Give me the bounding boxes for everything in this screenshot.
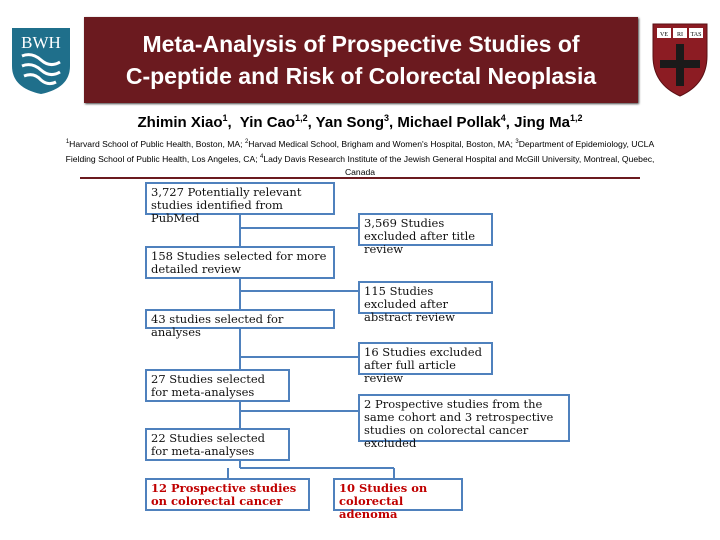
flow-box-colorectal-cancer <box>145 478 310 511</box>
affil-sup: 3 <box>515 139 519 145</box>
flow-box-meta-27 <box>145 369 290 402</box>
flow-box-text: 10 Studies on colorectal adenoma <box>339 481 428 521</box>
flow-box-text: 3,569 Studies excluded after title review <box>364 216 476 256</box>
flow-box-cohort-excluded <box>358 394 570 450</box>
author-name: Jing Ma <box>514 114 570 131</box>
flow-box-colorectal-adenoma <box>333 478 463 521</box>
flow-box-text: 27 Studies selected for meta-analyses <box>151 372 266 399</box>
shield-text-3: TAS <box>690 32 702 38</box>
author-name: Zhimin Xiao <box>137 114 223 131</box>
author-sup: 1 <box>222 113 228 123</box>
flow-box-text: 2 Prospective studies from the same cohort and 3 retrospective studies on colorectal cancer excluded <box>364 397 554 450</box>
title-line-1: Meta-Analysis of Prospective Studies of <box>142 31 580 57</box>
flow-box-text: 43 studies selected for analyses <box>151 312 284 339</box>
flow-box-selected-analyses <box>145 309 335 339</box>
affil-text: Lady Davis Research Institute of the Jewish General Hospital and McGill University, Montreal, Quebec, Canada <box>263 153 655 177</box>
title-line-2: C-peptide and Risk of Colorectal Neoplasia <box>125 63 597 89</box>
affil-sup: 4 <box>260 153 264 160</box>
flow-box-text: 158 Studies selected for more detailed review <box>151 249 327 276</box>
flow-box-fulltext-excluded <box>358 342 493 385</box>
author-sup: 3 <box>384 113 390 123</box>
affil-sup: 2 <box>244 139 249 145</box>
affil-text: Harvard School of Public Health, Boston, MA; <box>69 138 245 149</box>
flow-box-text: 22 Studies selected for meta-analyses <box>151 431 266 458</box>
flow-box-text: 3,727 Potentially relevant studies identified from PubMed <box>151 185 302 225</box>
flow-box-text: 115 Studies excluded after abstract review <box>364 284 455 324</box>
flow-box-text: 12 Prospective studies on colorectal cancer <box>151 481 297 508</box>
author-sup: 4 <box>500 113 506 123</box>
author-name: Yin Cao <box>239 114 296 131</box>
bwh-logo-text: BWH <box>21 33 61 52</box>
flow-box-text: 16 Studies excluded after full article review <box>364 345 482 385</box>
flow-box-abstract-excluded <box>358 281 493 324</box>
affil-text: Harvad Medical School, Brigham and Women's Hospital, Boston, MA; <box>248 138 516 149</box>
flow-box-identified <box>145 182 335 225</box>
author-list: Zhimin Xiao$^1$, Yin Cao$^{1,2}$, Yan Song$^3$, Michael Pollak$^4$, Jing Ma$^{1,2}$ <box>137 113 583 131</box>
shield-text-1: VE <box>660 32 668 38</box>
flow-box-detailed-review <box>145 246 335 279</box>
author-sup: 1,2 <box>295 113 308 123</box>
flow-box-title-excluded <box>358 213 493 256</box>
author-sup: 1,2 <box>569 113 583 123</box>
flow-box-meta-22 <box>145 428 290 461</box>
affil-text: Department of Epidemiology, UCLA Fielding School of Public Health, Los Angeles, CA; <box>65 138 655 164</box>
affil-sup: 1 <box>65 139 70 145</box>
shield-text-2: RI <box>677 32 683 38</box>
author-name: Michael Pollak <box>397 114 501 131</box>
author-name: Yan Song <box>315 114 385 131</box>
